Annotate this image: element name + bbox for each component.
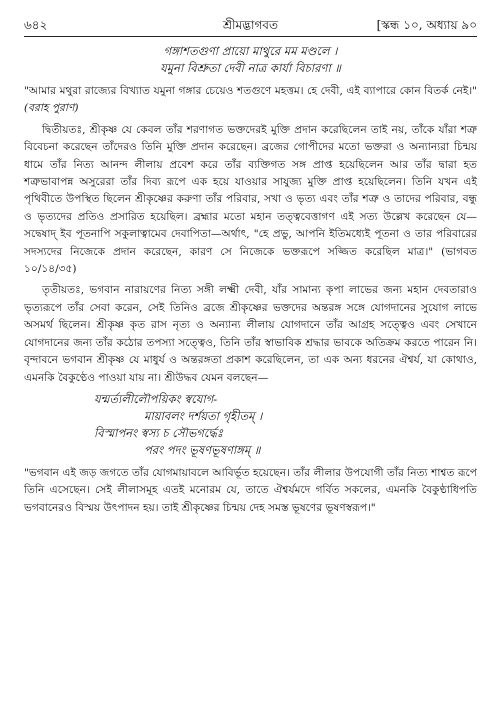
- paragraph-4: [24, 465, 477, 517]
- verse-line: মায়াবলং দর্শয়তা গৃহীতম্ ।: [144, 408, 263, 423]
- chapter-reference: [স্কন্ধ ১০, অধ্যায় ৯০: [376, 18, 477, 32]
- sanskrit-verse-2: [24, 391, 477, 459]
- paragraph-2: [24, 122, 477, 279]
- verse-line: যমুনা বিশ্রুতা দেবী নাত্র কার্যা বিচারণা ॥: [160, 61, 341, 75]
- paragraph-1: [24, 83, 477, 118]
- paragraph-text: "ভগবান এই জড় জগতে তাঁর যোগমায়াবলে আবির্ভূত হয়েছেন। তাঁর লীলার উপযোগী তাঁর নিত্য শাশ্বত রূপে তিনি এসেছেন। সেই লীলাসমূহ এতই মনোরম যে, তাতে ঐশ্বর্যমদে গর্বিত সকলের, এমনকি বৈকুণ্ঠাধিপতি ভগবানেরও বিস্ময় উৎপাদন হয়। তাই শ্রীকৃষ্ণের চিন্ময় দেহ সমস্ত ভূষণের ভূষণস্বরূপ।": [24, 466, 477, 514]
- page-header: [24, 14, 477, 37]
- citation: (ভাগবত ১০/১৪/৩৫): [24, 245, 477, 276]
- verse-line: যন্মর্ত্যলীলৌপয়িকং স্বযোগ-: [94, 391, 218, 406]
- page-number: ৬৪২: [24, 18, 48, 32]
- book-title: শ্রীমদ্ভাগবত: [222, 18, 278, 32]
- paragraph-text: তৃতীয়তঃ, ভগবান নারায়ণের নিত্য সঙ্গী লক্ষ্মী দেবী, যাঁর সামান্য কৃপা লাভের জন্য মহান দেবতারাও ভৃত্যরূপে তাঁর সেবা করেন, সেই তিনিও ব্রজে শ্রীকৃষ্ণের ভক্তদের অন্তরঙ্গ সঙ্গে যোগদানের সুযোগ লাভে অসমর্থ ছিলেন। শ্রীকৃষ্ণ কৃত রাস নৃত্য ও অন্যান্য লীলায় যোগদানে তাঁর আগ্রহ সত্ত্বেও এবং সেখানে যোগদানের জন্য তাঁর কঠোর তপস্যা সত্ত্বেও, তিনি তাঁর স্বাভাবিক শ্রদ্ধার ভাবকে অতিক্রম করতে পারেন নি। বৃন্দাবনে ভগবান শ্রীকৃষ্ণ যে মাধুর্য ও অন্তরঙ্গতা প্রকাশ করেছিলেন, তা এক অন্য ধরনের ঐশ্বর্য, যা কোথাও, এমনকি বৈকুণ্ঠেও পাওয়া যায় না। শ্রীউদ্ধব যেমন বলছেন—: [24, 284, 477, 384]
- verse-line: পরং পদং ভূষণভূষণাঙ্গম্ ॥: [144, 442, 261, 457]
- paragraph-3: [24, 282, 477, 386]
- sanskrit-verse-1: [24, 43, 477, 77]
- paragraph-text: দ্বিতীয়তঃ, শ্রীকৃষ্ণ যে কেবল তাঁর শরণাগত ভক্তদেরই মুক্তি প্রদান করেছিলেন তাই নয়, তাঁকে যাঁরা শত্রু বিবেচনা করেছেন তাঁদেরও তিনি মুক্তি প্রদান করেছেন। ব্রজের গোপীদের মতো ভক্তরা ও অন্যান্যরা চিন্ময় ধামে তাঁর নিত্য আনন্দ লীলায় প্রবেশ করে তাঁর ব্যক্তিগত সঙ্গ প্রাপ্ত হয়েছিলেন আর তাঁর দ্বারা হত শত্রুভাবাপন্ন অসুরেরা তাঁর দিব্য রূপে এক হয়ে যাওয়ার সাযুজ্য মুক্তি প্রাপ্ত হয়েছিলেন। তিনি যখন এই পৃথিবীতে উপস্থিত ছিলেন শ্রীকৃষ্ণের করুণা তাঁর পরিবার, সখা ও ভৃত্য এবং তাঁর শত্রু ও তাদের পরিবার, বন্ধু ও ভৃত্যদের প্রতিও প্রসারিত হয়েছিল। ব্রহ্মার মতো মহান তত্ত্ববেত্তাগণ এই সত্য উল্লেখ করেছেন যে—সদ্বেষাদ্ ইব পূতনাপি সকুলাত্বামেব দেবাপিতা—অর্থাৎ, "হে প্রভু, আপনি ইতিমধ্যেই পূতনা ও তার পরিবারের সদস্যদের নিজেকে প্রদান করেছেন, কারণ সে নিজেকে ভক্তরূপে সজ্জিত করেছিল মাত্র।": [24, 123, 477, 258]
- verse-line: বিস্মাপনং স্বস্য চ সৌভগর্দ্ধেঃ: [94, 425, 224, 440]
- verse-line: গঙ্গাশতগুণা প্রায়ো মাথুরে মম মণ্ডলে ।: [163, 44, 338, 58]
- citation: (বরাহ পুরাণ): [24, 102, 79, 115]
- paragraph-text: "আমার মথুরা রাজ্যের বিখ্যাত যমুনা গঙ্গার চেয়েও শতগুণে মহত্তম। হে দেবী, এই ব্যাপারে কোন বিতর্ক নেই।": [24, 85, 477, 97]
